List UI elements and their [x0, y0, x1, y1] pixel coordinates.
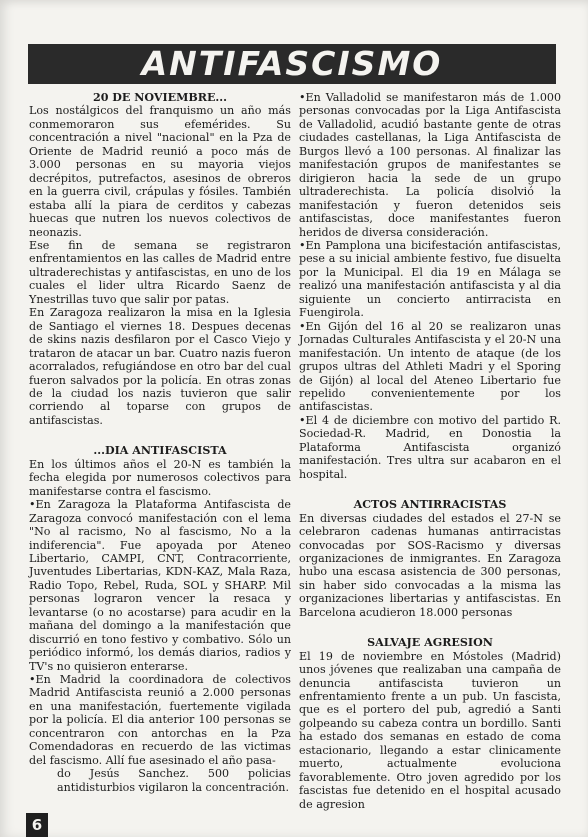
- section-heading-20-noviembre: 20 DE NOVIEMBRE...: [92, 91, 228, 104]
- section-heading-salvaje-agresion: SALVAJE AGRESION: [367, 636, 493, 650]
- paragraph: •En Zaragoza la Plataforma Antifascista de Zaragoza convocó manifestación con el lema "No al racismo, No al fascismo, No a la indiferencia". Fue apoyada por Ateneo Libertario, CAMPI, CNT, Contracorriente, Juventudes Libertarias, KDN-KAZ, Mala Raza, Radio Topo, Rebel, Ruda, SOL y SHARP. Mil personas lograron vencer la resaca y levantarse (o no acostarse) para acudir en la mañana del domingo a la manifestación que discurrió en tono festivo y combativo. Sólo un periódico informó, los demás diarios, radios y TV's no quisieron enterarse.: [29, 498, 291, 673]
- paragraph: Ese fin de semana se registraron enfrentamientos en las calles de Madrid entre ultraderechistas y antifascistas, en uno de los cuales el lider ultra Ricardo Saenz de Ynestrillas tuvo que salir por patas.: [29, 238, 291, 306]
- paragraph: •El 4 de diciembre con motivo del partido R. Sociedad-R. Madrid, en Donostia la Plataforma Antifascista organizó manifestación. Tres ultra sur acabaron en el hospital.: [299, 413, 561, 481]
- paragraph: El 19 de noviembre en Móstoles (Madrid) unos jóvenes que realizaban una campaña de denuncia antifascista tuvieron un enfrentamiento frente a un pub. Un fascista, que es el portero del pub, agredió a Santi golpeando su cabeza contra un bordillo. Santi ha estado dos semanas en estado de coma estacionario, llegando a estar clinicamente muerto, actualmente evoluciona favorablemente. Otro joven agredido por los fascistas fue detenido en el hospital acusado de agresion: [299, 649, 561, 811]
- spacer: [299, 481, 561, 498]
- paragraph-continuation: do Jesús Sanchez. 500 policias antidisturbios vigilaron la concentración.: [57, 767, 291, 794]
- paragraph: •En Valladolid se manifestaron más de 1.000 personas convocadas por la Liga Antifascista de Valladolid, acudió bastante gente de otras ciudades castellanas, la Liga Antifascista de Burgos llevó a 100 personas. Al finalizar las manifestación grupos de manifestantes se dirigieron hacia la sede de un grupo ultraderechista. La policía disolvió la manifestación y fueron detenidos seis antifascistas, doce manifestantes fueron heridos de diversa consideración.: [299, 91, 561, 239]
- paragraph: En diversas ciudades del estados el 27-N se celebraron cadenas humanas antirracistas convocadas por SOS-Racismo y diversas organizaciones de inmigrantes. En Zaragoza hubo una escasa asistencia de 300 personas, sin haber sido convocadas a la misma las organizaciones libertarias y antifascistas. En Barcelona acudieron 18.000 personas: [299, 511, 561, 619]
- spacer: [299, 619, 561, 636]
- section-heading-dia-antifascista: ...DIA ANTIFASCISTA: [93, 444, 227, 458]
- title-banner: [28, 44, 556, 84]
- paragraph: En los últimos años el 20-N es también la fecha elegida por numerosos colectivos para manifestarse contra el fascismo.: [29, 457, 291, 498]
- spacer: [29, 427, 291, 444]
- section-heading-actos-antirracistas: ACTOS ANTIRRACISTAS: [353, 498, 507, 512]
- paragraph: •En Pamplona una bicifestación antifascistas, pese a su inicial ambiente festivo, fue disuelta por la Municipal. El dia 19 en Málaga se realizó una manifestación antifascista y al dia siguiente un concierto antirracista en Fuengirola.: [299, 238, 561, 320]
- paragraph: Los nostálgicos del franquismo un año más conmemoraron sus efemérides. Su concentración a nivel "nacional" en la Pza de Oriente de Madrid reunió a poco más de 3.000 personas en su mayoria viejos decrépitos, putrefactos, asesinos de obreros en la guerra civil, crápulas y fósiles. También estaba allí la piara de cerditos y cabezas huecas que nutren los nuevos colectivos de neonazis.: [29, 104, 291, 239]
- left-column: [29, 91, 291, 794]
- paragraph: •En Gijón del 16 al 20 se realizaron unas Jornadas Culturales Antifascista y el 20-N una manifestación. Un intento de ataque (de los grupos ultras del Athleti Madri y el Sporing de Gijón) al local del Ateneo Libertario fue repelido convenientemente por los antifascistas.: [299, 319, 561, 414]
- page-number: 6: [26, 813, 48, 837]
- paragraph: En Zaragoza realizaron la misa en la Iglesia de Santiago el viernes 18. Despues decenas de skins nazis desfilaron por el Casco Viejo y trataron de atacar un bar. Cuatro nazis fueron acorralados, refugiándose en otro bar del cual fueron salvados por la policía. En otras zonas de la ciudad los nazis tuvieron que salir corriendo al toparse con grupos de antifascistas.: [29, 306, 291, 427]
- right-column: [299, 91, 561, 811]
- page-title: ANTIFASCISMO: [141, 44, 443, 83]
- paragraph: •En Madrid la coordinadora de colectivos Madrid Antifascista reunió a 2.000 personas en una manifestación, fuertemente vigilada por la policía. El dia anterior 100 personas se concentraron con antorchas en la Pza Comendadoras en recuerdo de las victimas del fascismo. Allí fue asesinado el año pasa-: [29, 673, 291, 767]
